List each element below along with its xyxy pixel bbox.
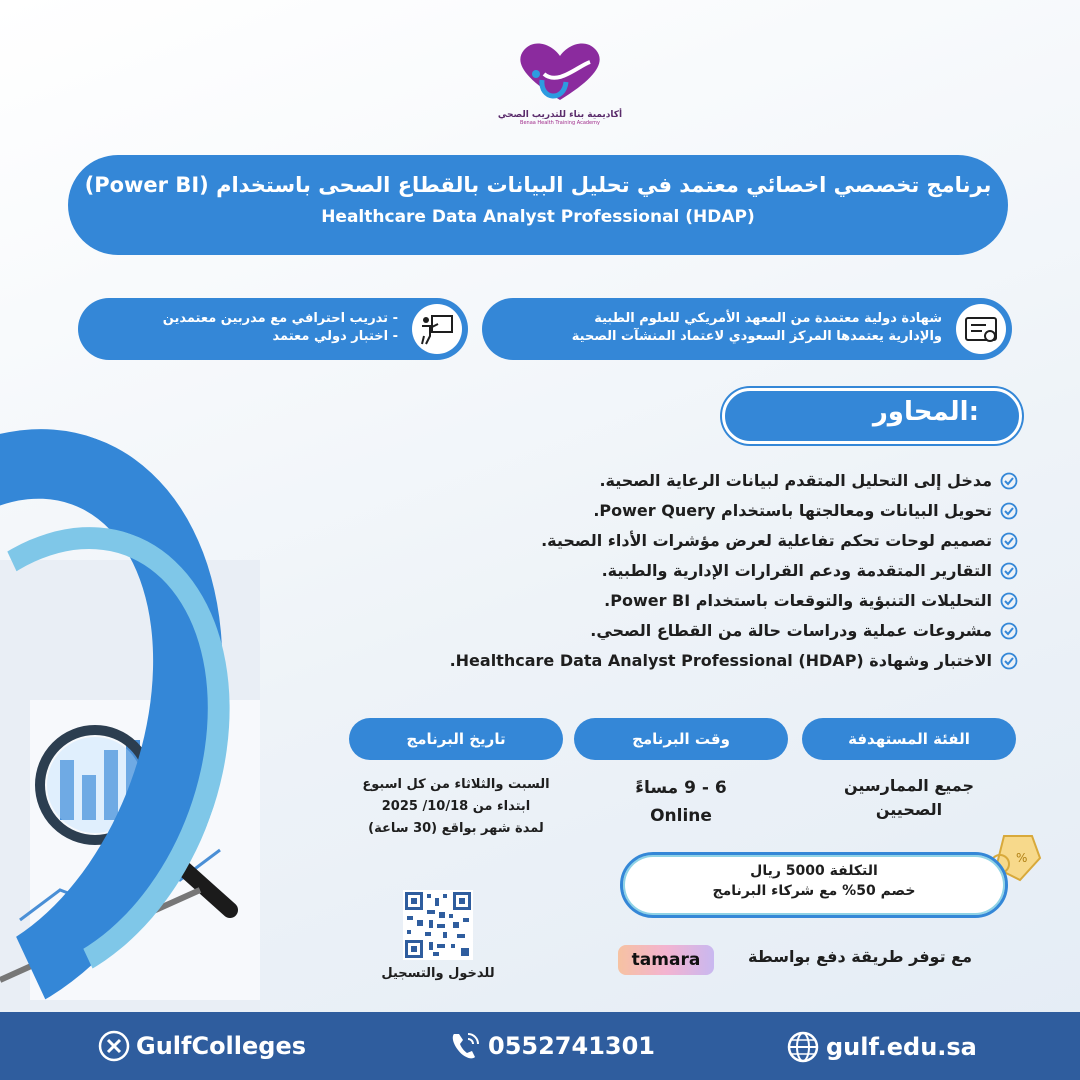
time-value-mode: Online — [650, 806, 712, 826]
phone-icon — [448, 1030, 482, 1062]
heart-logo-icon — [514, 40, 606, 104]
footer-phone[interactable] — [448, 1030, 655, 1062]
list-item — [398, 526, 1018, 556]
cost-price: التكلفة 5000 ريال — [750, 863, 878, 879]
date-value-line1: السبت والثلاثاء من كل اسبوع — [362, 777, 550, 792]
footer-website-url: gulf.edu.sa — [826, 1033, 977, 1061]
check-circle-icon — [1000, 652, 1018, 670]
check-circle-icon — [1000, 502, 1018, 520]
axis-item-text: مدخل إلى التحليل المتقدم لبيانات الرعاية الصحية. — [599, 471, 992, 490]
time-value-hours: 6 - 9 مساءً — [635, 778, 727, 798]
check-circle-icon — [1000, 532, 1018, 550]
feature-certificate-line1: شهادة دولية معتمدة من المعهد الأمريكي للعلوم الطبية — [594, 311, 942, 326]
academy-logo — [490, 40, 630, 126]
audience-value-line2: الصحيين — [875, 800, 943, 819]
feature-training — [78, 298, 468, 360]
time-label-pill — [574, 718, 788, 760]
payment-text: مع توفر طريقة دفع بواسطة — [748, 947, 972, 966]
program-title-arabic: برنامج تخصصي اخصائي معتمد في تحليل البيانات بالقطاع الصحى باستخدام (Power BI) — [84, 173, 992, 197]
audience-value-line1: جميع الممارسين — [843, 776, 975, 795]
registration-qr-code[interactable] — [403, 890, 473, 960]
footer-bar — [0, 1012, 1080, 1080]
date-value — [338, 774, 574, 840]
globe-icon — [786, 1030, 820, 1064]
feature-certificate — [482, 298, 1012, 360]
axis-item-text: التقارير المتقدمة ودعم القرارات الإدارية والطبية. — [601, 561, 992, 580]
feature-training-line2: - اختبار دولي معتمد — [272, 329, 398, 344]
list-item — [398, 616, 1018, 646]
feature-training-line1: - تدريب احترافي مع مدربين معتمدين — [162, 311, 398, 326]
time-label: وقت البرنامج — [632, 730, 730, 748]
axis-item-text: تحويل البيانات ومعالجتها باستخدام Power Query. — [593, 501, 992, 520]
time-value — [574, 774, 788, 830]
axis-item-text: التحليلات التنبؤية والتوقعات باستخدام Power BI. — [604, 591, 992, 610]
audience-label: الفئة المستهدفة — [848, 730, 970, 748]
feature-certificate-line2: والإدارية يعتمدها المركز السعودي لاعتماد المنشآت الصحية — [571, 329, 942, 344]
axis-item-text: الاختبار وشهادة (Healthcare Data Analyst Professional (HDAP. — [449, 651, 992, 670]
program-title-english: Healthcare Data Analyst Professional (HDAP) — [321, 207, 755, 227]
axes-heading: المحاور: — [872, 397, 979, 427]
cost-box — [620, 852, 1008, 918]
footer-phone-number: 0552741301 — [488, 1032, 655, 1060]
trainer-board-icon — [412, 304, 462, 354]
qr-caption: للدخول والتسجيل — [381, 966, 495, 981]
list-item — [398, 556, 1018, 586]
footer-website[interactable] — [786, 1030, 977, 1064]
axes-heading-pill — [722, 388, 1022, 444]
list-item — [398, 466, 1018, 496]
x-social-icon — [98, 1030, 130, 1062]
date-label-pill — [349, 718, 563, 760]
tamara-badge: tamara — [618, 945, 714, 975]
date-value-line2: ابتداء من 10/18/ 2025 — [381, 799, 531, 814]
logo-english-text: Benaa Health Training Academy — [520, 120, 600, 126]
check-circle-icon — [1000, 472, 1018, 490]
axis-item-text: تصميم لوحات تحكم تفاعلية لعرض مؤشرات الأداء الصحية. — [541, 531, 992, 550]
date-value-line3: لمدة شهر بواقع (30 ساعة) — [368, 821, 544, 836]
date-label: تاريخ البرنامج — [406, 730, 506, 748]
audience-value — [800, 774, 1018, 822]
check-circle-icon — [1000, 592, 1018, 610]
check-circle-icon — [1000, 622, 1018, 640]
certificate-icon — [956, 304, 1006, 354]
axis-item-text: مشروعات عملية ودراسات حالة من القطاع الصحي. — [590, 621, 992, 640]
list-item — [398, 496, 1018, 526]
list-item — [398, 586, 1018, 616]
axes-list — [398, 466, 1018, 676]
check-circle-icon — [1000, 562, 1018, 580]
list-item — [398, 646, 1018, 676]
footer-social-handle: GulfColleges — [136, 1032, 307, 1060]
footer-social[interactable] — [98, 1030, 306, 1062]
program-title-banner — [68, 155, 1008, 255]
cost-discount: خصم 50% مع شركاء البرنامج — [712, 883, 916, 899]
audience-label-pill — [802, 718, 1016, 760]
svg-text:%: % — [1016, 851, 1028, 865]
logo-arabic-text: أكاديمية بناء للتدريب الصحي — [497, 110, 623, 120]
